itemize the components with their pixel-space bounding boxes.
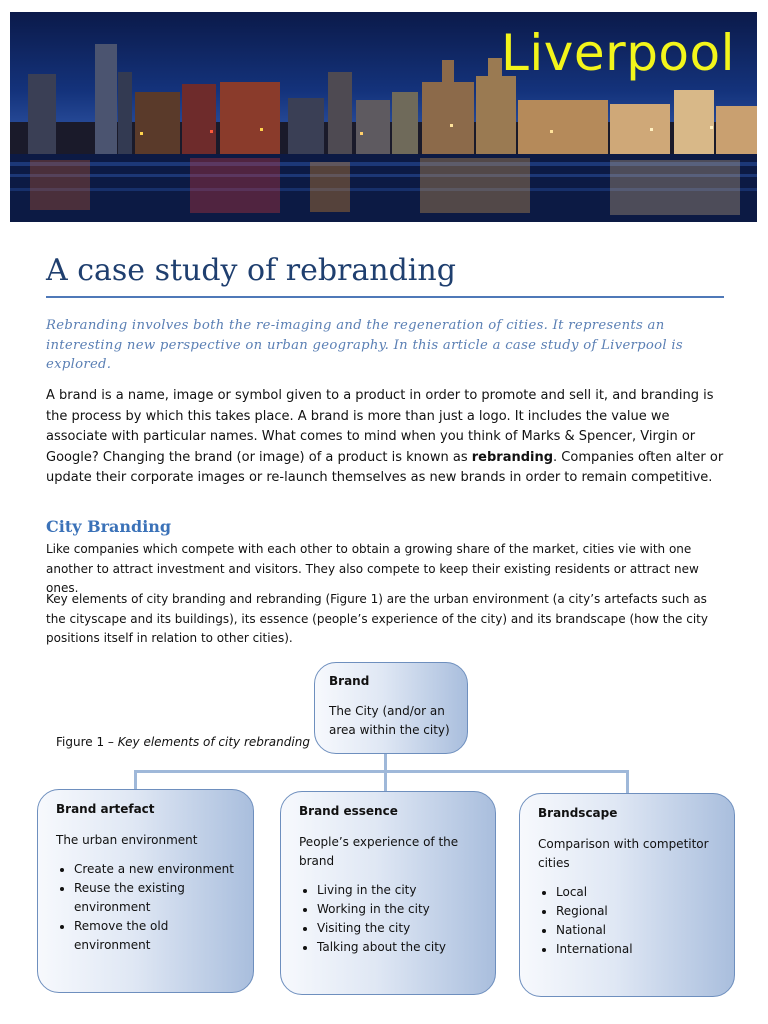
list-item: • Working in the city — [317, 900, 481, 919]
body-paragraph-key-elements: Key elements of city branding and rebranding (Figure 1) are the urban environment (a city’s artefacts such as the cityscape and its buildings), its essence (people’s experience of the city) and its brandscape (how the city positions itself in relation to other cities). — [46, 592, 708, 645]
page-title: A case study of rebranding — [46, 253, 456, 288]
body-paragraph-brand — [46, 386, 726, 489]
figure-caption-prefix: Figure 1 – — [56, 735, 118, 749]
connector-left-drop — [134, 770, 137, 790]
banner-title: Liverpool — [501, 24, 735, 82]
list-item: • National — [556, 921, 720, 940]
header-banner-image — [10, 12, 757, 222]
connector-center-drop — [384, 770, 387, 792]
brandscape-bullet-list — [538, 883, 720, 959]
section-heading-city-branding: City Branding — [46, 517, 172, 536]
list-item: • Local — [556, 883, 720, 902]
brand-box-heading: Brand — [329, 674, 370, 688]
title-divider — [46, 296, 724, 298]
intro-paragraph: Rebranding involves both the re-imaging and the regeneration of cities. It represents an interesting new perspective on urban geography. In this article a case study of Liverpool is explored. — [46, 318, 683, 372]
diagram-box-brand — [314, 662, 468, 754]
brandscape-box-description: Comparison with competitor cities — [538, 837, 709, 870]
list-item: • Regional — [556, 902, 720, 921]
list-item: • Remove the old environment — [74, 917, 239, 955]
body-paragraph-competition: Like companies which compete with each other to obtain a growing share of the market, cities vie with one another to attract investment and visitors. They also compete to keep their existing residents or attract new ones. — [46, 542, 699, 595]
brandscape-box-heading: Brandscape — [538, 806, 618, 820]
artefact-bullet-list — [56, 860, 239, 955]
connector-vertical-top — [384, 752, 387, 772]
artefact-box-heading: Brand artefact — [56, 802, 155, 816]
list-item: • Create a new environment — [74, 860, 239, 879]
essence-box-heading: Brand essence — [299, 804, 398, 818]
brand-box-description: The City (and/or an area within the city) — [329, 704, 450, 737]
list-item: • Visiting the city — [317, 919, 481, 938]
diagram-box-brand-essence — [280, 791, 496, 995]
diagram-box-brandscape — [519, 793, 735, 997]
list-item: • Talking about the city — [317, 938, 481, 957]
figure-caption — [56, 735, 310, 749]
diagram-box-brand-artefact — [37, 789, 254, 993]
essence-box-description: People’s experience of the brand — [299, 835, 459, 868]
para1-bold-term: rebranding — [471, 449, 554, 465]
list-item: • Reuse the existing environment — [74, 879, 239, 917]
figure-caption-title: Key elements of city rebranding — [117, 735, 310, 749]
para1-text-end: . Companies often alter or update their corporate images or re-launch themselves as new brands in order to remain competitive. — [46, 449, 724, 485]
essence-bullet-list — [299, 881, 481, 957]
para1-text-start: A brand is a name, image or symbol given to a product in order to promote and sell it, and branding is the process by which this takes place. A brand is more than just a logo. It includes the value we associate with particular names. What comes to mind when you think of Marks & Spencer, Virgin or Google? Changing the brand (or image) of a product is known as — [46, 388, 714, 465]
connector-horizontal — [134, 770, 629, 773]
artefact-box-description: The urban environment — [56, 833, 198, 847]
list-item: • International — [556, 940, 720, 959]
list-item: • Living in the city — [317, 881, 481, 900]
connector-right-drop — [626, 770, 629, 794]
